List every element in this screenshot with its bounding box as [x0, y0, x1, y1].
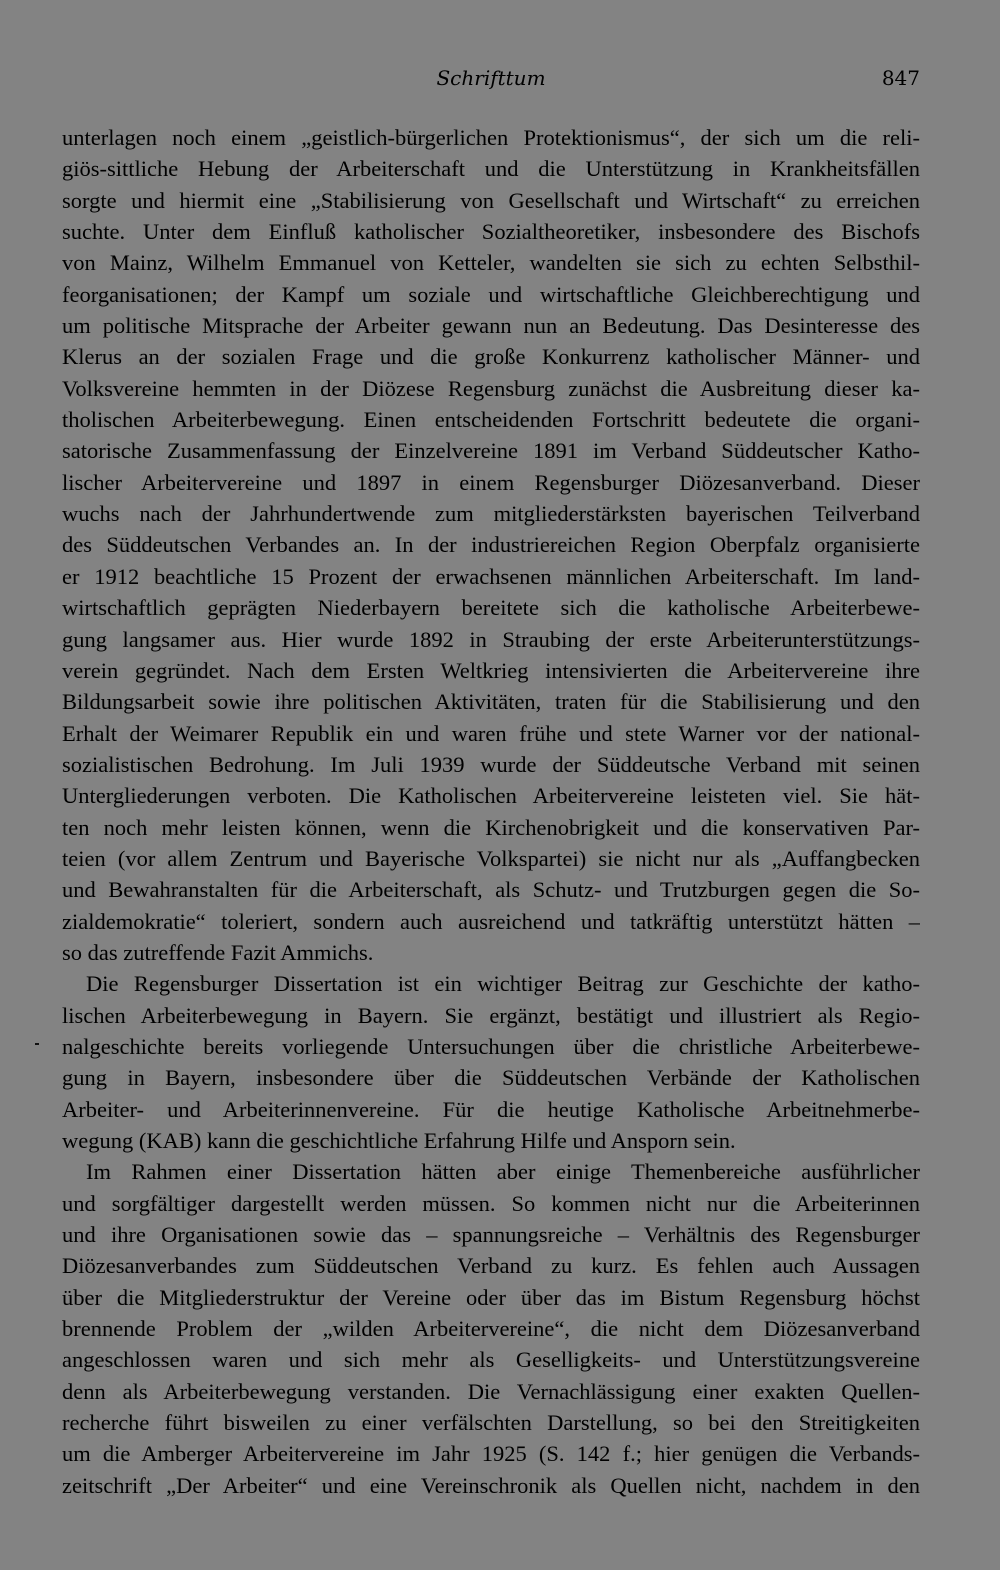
text-line: angeschlossen waren und sich mehr als Geselligkeits- und Unterstützungsvereine	[62, 1347, 920, 1373]
text-line: denn als Arbeiterbewegung verstanden. Die Vernachlässigung einer exakten Quellen-	[62, 1378, 920, 1404]
text-line: gung in Bayern, insbesondere über die Süddeutschen Verbände der Katholischen	[62, 1065, 920, 1091]
text-line: brennende Problem der „wilden Arbeitervereine“, die nicht dem Diözesanverband	[62, 1316, 920, 1342]
text-line: um die Amberger Arbeitervereine im Jahr 1925 (S. 142 f.; hier genügen die Verbands-	[62, 1441, 920, 1467]
text-line: wuchs nach der Jahrhundertwende zum mitgliederstärksten bayerischen Teilverband	[62, 501, 920, 527]
text-line: und Bewahranstalten für die Arbeiterschaft, als Schutz- und Trutzburgen gegen die So-	[62, 877, 920, 903]
text-line: Klerus an der sozialen Frage und die große Konkurrenz katholischer Männer- und	[62, 344, 920, 370]
text-line: Diözesanverbandes zum Süddeutschen Verband zu kurz. Es fehlen auch Aussagen	[62, 1253, 920, 1279]
text-line: giös-sittliche Hebung der Arbeiterschaft und die Unterstützung in Krankheitsfällen	[62, 156, 920, 182]
text-line: wegung (KAB) kann die geschichtliche Erfahrung Hilfe und Ansporn sein.	[62, 1128, 736, 1153]
text-line: Untergliederungen verboten. Die Katholischen Arbeitervereine leisteten viel. Sie hät-	[62, 783, 920, 809]
text-line: feorganisationen; der Kampf um soziale und wirtschaftliche Gleichberechtigung und	[62, 281, 920, 307]
text-line: verein gegründet. Nach dem Ersten Weltkrieg intensivierten die Arbeitervereine ihre	[62, 657, 920, 683]
text-line: Volksvereine hemmten in der Diözese Regensburg zunächst die Ausbreitung dieser ka-	[62, 375, 920, 401]
text-line: um politische Mitsprache der Arbeiter gewann nun an Bedeutung. Das Desinteresse des	[62, 313, 920, 339]
text-line: Im Rahmen einer Dissertation hätten aber einige Themenbereiche ausführlicher	[86, 1159, 920, 1185]
text-line: über die Mitgliederstruktur der Vereine oder über das im Bistum Regensburg höchst	[62, 1284, 920, 1310]
text-line: suchte. Unter dem Einfluß katholischer Sozialtheoretiker, insbesondere des Bischofs	[62, 219, 920, 245]
text-line: satorische Zusammenfassung der Einzelvereine 1891 im Verband Süddeutscher Katho-	[62, 438, 920, 464]
text-line: von Mainz, Wilhelm Emmanuel von Ketteler, wandelten sie sich zu echten Selbsthil-	[62, 250, 920, 276]
text-line: unterlagen noch einem „geistlich-bürgerlichen Protektionismus“, der sich um die reli-	[62, 125, 920, 150]
running-head	[62, 66, 920, 94]
text-line: teien (vor allem Zentrum und Bayerische Volkspartei) sie nicht nur als „Auffangbecken	[62, 845, 920, 871]
text-line: sorgte und hiermit eine „Stabilisierung von Gesellschaft und Wirtschaft“ zu erreichen	[62, 187, 920, 213]
text-line: er 1912 beachtliche 15 Prozent der erwachsenen männlichen Arbeiterschaft. Im land-	[62, 563, 920, 589]
text-line: Bildungsarbeit sowie ihre politischen Aktivitäten, traten für die Stabilisierung und den	[62, 689, 920, 715]
text-line: Arbeiter- und Arbeiterinnenvereine. Für die heutige Katholische Arbeitnehmerbe-	[62, 1096, 920, 1122]
text-line: zeitschrift „Der Arbeiter“ und eine Vereinschronik als Quellen nicht, nachdem in den	[62, 1472, 920, 1498]
text-line: recherche führt bisweilen zu einer verfälschten Darstellung, so bei den Streitigkeiten	[62, 1410, 920, 1436]
text-line: nalgeschichte bereits vorliegende Untersuchungen über die christliche Arbeiterbewe-	[62, 1033, 920, 1059]
text-line: sozialistischen Bedrohung. Im Juli 1939 wurde der Süddeutsche Verband mit seinen	[62, 751, 920, 777]
text-line: ten noch mehr leisten können, wenn die Kirchenobrigkeit und die konservativen Par-	[62, 814, 920, 840]
text-line: gung langsamer aus. Hier wurde 1892 in Straubing der erste Arbeiterunterstützungs-	[62, 626, 920, 652]
running-title: Schrifttum	[436, 66, 546, 90]
text-line: des Süddeutschen Verbandes an. In der industriereichen Region Oberpfalz organisierte	[62, 532, 920, 558]
text-line: Die Regensburger Dissertation ist ein wichtiger Beitrag zur Geschichte der katho-	[86, 971, 920, 997]
text-line: Erhalt der Weimarer Republik ein und waren frühe und stete Warner vor der national-	[62, 720, 920, 746]
text-line: lischen Arbeiterbewegung in Bayern. Sie ergänzt, bestätigt und illustriert als Regio-	[62, 1002, 920, 1028]
text-line: zialdemokratie“ toleriert, sondern auch ausreichend und tatkräftig unterstützt hätten –	[62, 908, 920, 934]
text-line: und ihre Organisationen sowie das – spannungsreiche – Verhältnis des Regensburger	[62, 1222, 920, 1248]
text-line: so das zutreffende Fazit Ammichs.	[62, 939, 374, 965]
body-text	[62, 122, 920, 1501]
page-number: 847	[881, 66, 920, 90]
text-line: lischer Arbeitervereine und 1897 in einem Regensburger Diözesanverband. Dieser	[62, 469, 920, 495]
text-line: tholischen Arbeiterbewegung. Einen entscheidenden Fortschritt bedeutete die organi-	[62, 407, 920, 433]
text-line: wirtschaftlich geprägten Niederbayern bereitete sich die katholische Arbeiterbewe-	[62, 595, 920, 621]
text-line: und sorgfältiger dargestellt werden müssen. So kommen nicht nur die Arbeiterinnen	[62, 1190, 920, 1216]
scan-speck	[35, 1043, 39, 1045]
